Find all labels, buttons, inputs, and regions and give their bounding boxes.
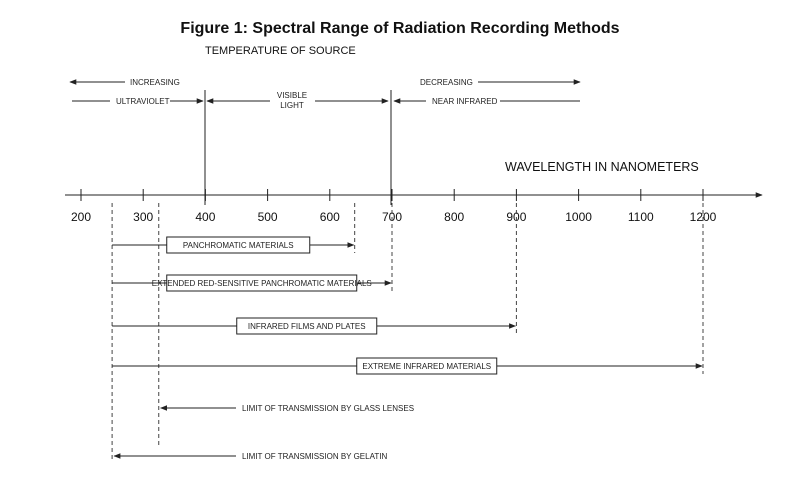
tick-label: 800	[444, 210, 465, 224]
visible-label-line2: LIGHT	[280, 101, 304, 110]
limit-rows	[114, 404, 414, 461]
range-label: EXTREME INFRARED MATERIALS	[362, 362, 492, 371]
limit-label: LIMIT OF TRANSMISSION BY GELATIN	[242, 452, 388, 461]
figure-subtitle: TEMPERATURE OF SOURCE	[205, 45, 356, 57]
tick-label: 1100	[627, 210, 654, 224]
spectral-bands-row	[72, 91, 580, 110]
axis-ticks	[71, 189, 717, 224]
tick-label: 400	[195, 210, 216, 224]
ultraviolet-label: ULTRAVIOLET	[116, 97, 170, 106]
tick-label: 900	[506, 210, 527, 224]
tick-label: 200	[70, 210, 92, 224]
tick-label: 700	[381, 210, 403, 224]
tick-label: 300	[133, 210, 154, 224]
visible-label-line1: VISIBLE	[276, 91, 308, 100]
range-label: PANCHROMATIC MATERIALS	[182, 241, 294, 250]
tick-label: 600	[319, 210, 340, 224]
near-infrared-label: NEAR INFRARED	[432, 97, 498, 106]
axis-label: WAVELENGTH IN NANOMETERS	[505, 160, 699, 174]
range-label: INFRARED FILMS AND PLATES	[247, 322, 366, 331]
decreasing-label: DECREASING	[420, 78, 473, 87]
temperature-row	[70, 78, 580, 87]
range-label: EXTENDED RED-SENSITIVE PANCHROMATIC MATERIALS	[151, 279, 372, 288]
limit-label: LIMIT OF TRANSMISSION BY GLASS LENSES	[242, 404, 415, 413]
figure-title: Figure 1: Spectral Range of Radiation Recording Methods	[180, 20, 620, 37]
tick-label: 500	[257, 210, 278, 224]
increasing-label: INCREASING	[130, 78, 180, 87]
range-rows	[112, 237, 702, 374]
tick-label: 1200	[689, 210, 717, 224]
tick-label: 1000	[565, 210, 592, 224]
